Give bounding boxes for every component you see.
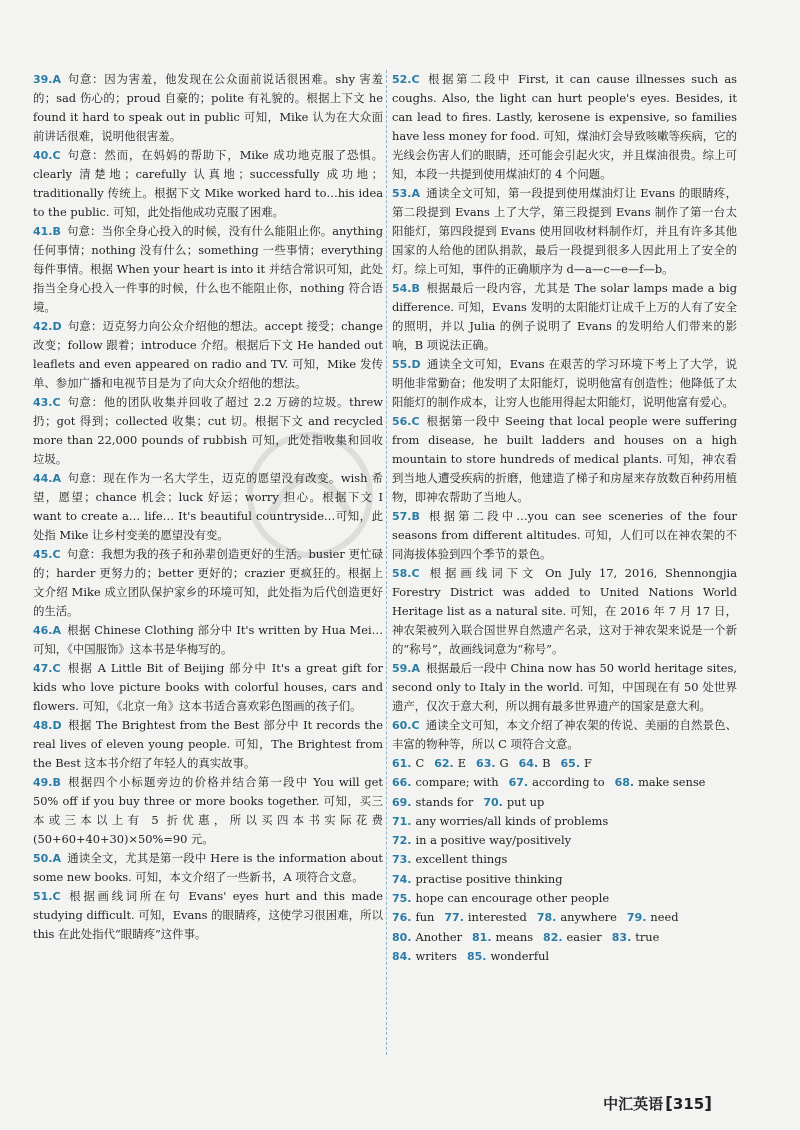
short-answer-item	[561, 756, 592, 770]
question-number: 69.	[392, 795, 412, 809]
question-number: 76.	[392, 911, 412, 925]
question-number: 42.	[33, 320, 53, 333]
answer-letter: D	[52, 320, 62, 333]
answer-entry	[33, 70, 383, 146]
question-number: 58.	[392, 567, 412, 580]
short-answer-line	[392, 870, 737, 889]
answer-letter: B	[411, 510, 420, 523]
explanation-text: 根据第一段中 Seeing that local people were suffering from disease, he built ladders and houses on a high mountain to store hundreds of medical plants. 可知，神农看到当地人遭受疾病的折磨，他建造了梯子和房屋来存放数百种药用植物，即神农帮助了当地人。	[392, 414, 737, 504]
short-answer-line	[392, 889, 737, 908]
answer-letter: A	[52, 73, 62, 86]
bracket-right: ]	[704, 1093, 712, 1114]
short-answer-item	[612, 930, 660, 944]
answer-text: true	[635, 929, 660, 944]
short-answer-item	[392, 775, 499, 789]
question-number: 67.	[508, 776, 529, 790]
question-number: 48.	[33, 719, 53, 732]
answer-entry	[33, 146, 383, 222]
explanation-text: 根据最后一段内容，尤其是 The solar lamps made a big difference. 可知，Evans 发明的太阳能灯让成千上万的人有了安全的照明，并以 Julia 的例子说明了 Evans 的发明给人们带来的影响，B 项说法正确。	[392, 281, 737, 352]
short-answer-item	[627, 910, 679, 924]
explanation-text: 根据 A Little Bit of Beijing 部分中 It's a great gift for kids who love picture books with colorful houses, cars and flowers. 可知，《北京一角》这本书适合喜欢彩色图画的孩子们。	[33, 661, 383, 713]
short-answer-item	[467, 949, 549, 963]
answer-letter: C	[411, 567, 420, 580]
answer-text: means	[495, 929, 534, 944]
question-number: 46.	[33, 624, 53, 637]
short-answer-item	[392, 852, 507, 866]
question-number: 72.	[392, 834, 412, 848]
short-answer-line	[392, 908, 737, 927]
answer-text: stands for	[415, 794, 474, 809]
page-number: 315	[672, 1094, 705, 1113]
question-number: 55.	[392, 358, 412, 371]
question-number: 60.	[392, 719, 412, 732]
answer-entry	[392, 564, 737, 659]
answer-text: G	[499, 756, 509, 770]
answer-entry	[33, 773, 383, 849]
answer-entry	[33, 659, 383, 716]
explanation-text: 根据四个小标题旁边的价格并结合第一段中 You will get 50% off if you buy three or more books together. 可知，买三本或三本以上有 5 折优惠，所以买四本书实际花费(50+60+40+30)×50%=90 元。	[33, 775, 383, 846]
answer-letter: C	[411, 73, 420, 86]
explanation-text: 根据画线词所在句 Evans' eyes hurt and this made studying difficult. 可知，Evans 的眼睛疼，这使学习很困难，所以 this 在此处指代“眼睛疼”这件事。	[33, 889, 383, 941]
answer-entry	[33, 887, 383, 944]
question-number: 54.	[392, 282, 412, 295]
short-answer-item	[392, 756, 424, 770]
question-number: 85.	[466, 949, 487, 963]
question-number: 65.	[560, 757, 581, 770]
answer-text: fun	[415, 910, 435, 925]
short-answer-line	[392, 928, 737, 947]
question-number: 56.	[392, 415, 412, 428]
answer-text: practise positive thinking	[415, 871, 563, 886]
bracket-left: [	[665, 1093, 673, 1114]
answer-entry	[392, 412, 737, 507]
question-number: 63.	[476, 757, 496, 770]
explanation-text: 根据第二段中 First, it can cause illnesses such as coughs. Also, the light can hurt people's eyes. Besides, it can lead to fires. Lastly, kerosene is expensive, so families have less money for food. 可知，煤油灯会导致咳嗽等疾病，它的光线会伤害人们的眼睛，还可能会引起火灾，并且煤油很贵。综上可知，本段一共提到使用煤油灯的 4 个问题。	[392, 72, 737, 181]
short-answer-item	[615, 775, 706, 789]
answer-text: C	[415, 756, 425, 770]
short-answer-item	[392, 930, 462, 944]
answer-text: need	[650, 910, 679, 925]
explanation-text: 句意：然而，在妈妈的帮助下，Mike 成功地克服了恐惧。clearly 清楚地；carefully 认真地；successfully 成功地；traditionally 传统上。根据下文 Mike worked hard to…his idea to the public. 可知，此处指他成功克服了困难。	[33, 148, 383, 219]
answer-text: Another	[415, 929, 463, 944]
answer-letter: A	[52, 624, 62, 637]
short-answer-item	[392, 891, 609, 905]
explanation-text: 通读全文可知，第一段提到使用煤油灯让 Evans 的眼睛疼，第二段提到 Evans 上了大学，第三段提到 Evans 制作了第一台太阳能灯，第四段提到 Evans 使用回收材料制作灯，并且有许多其他国家的人给他的团队捐款，最后一段提到很多人因此用上了安全的灯。综上可知，事件的正确顺序为 d—a—c—e—f—b。	[392, 186, 737, 276]
question-number: 39.	[33, 73, 53, 86]
answer-letter: C	[411, 719, 420, 732]
short-answer-line	[392, 850, 737, 869]
short-answer-line	[392, 754, 737, 773]
question-number: 64.	[518, 757, 539, 770]
answer-letter: D	[411, 358, 421, 371]
short-answer-item	[519, 756, 551, 770]
explanation-text: 句意：我想为我的孩子和孙辈创造更好的生活。busier 更忙碌的；harder 更努力的；better 更好的；crazier 更疯狂的。根据上文介绍 Mike 成立团队保护家乡的环境可知，此处指为后代创造更好的生活。	[33, 547, 383, 618]
question-number: 49.	[33, 776, 53, 789]
short-answer-item	[537, 910, 617, 924]
short-answer-item	[472, 930, 533, 944]
left-column	[33, 70, 383, 944]
answer-entry	[392, 659, 737, 716]
question-number: 77.	[444, 911, 464, 925]
answer-letter: B	[411, 282, 420, 295]
answer-entry	[33, 545, 383, 621]
short-answer-item	[392, 833, 571, 847]
short-answer-item	[444, 910, 526, 924]
short-answer-line	[392, 947, 737, 966]
question-number: 68.	[614, 776, 635, 790]
answer-text: according to	[532, 775, 605, 790]
short-answer-line	[392, 812, 737, 831]
answer-text: F	[584, 756, 592, 770]
question-number: 73.	[392, 853, 412, 867]
question-number: 62.	[434, 757, 454, 770]
answer-text: B	[542, 756, 551, 770]
question-number: 83.	[611, 930, 632, 944]
question-number: 45.	[33, 548, 53, 561]
question-number: 74.	[392, 872, 412, 886]
answer-letter: D	[52, 719, 62, 732]
answer-entry	[33, 621, 383, 659]
explanation-text: 句意：因为害羞，他发现在公众面前说话很困难。shy 害羞的；sad 伤心的；proud 自豪的；polite 有礼貌的。根据上下文 he found it hard to speak out in public 可知，Mike 认为在大众面前讲话很难，说明他很害羞。	[33, 72, 383, 143]
question-number: 40.	[33, 149, 53, 162]
question-number: 44.	[33, 472, 53, 485]
explanation-text: 根据 Chinese Clothing 部分中 It's written by Hua Mei…可知，《中国服饰》这本书是华梅写的。	[33, 623, 383, 656]
answer-letter: A	[52, 852, 62, 865]
short-answer-item	[392, 814, 608, 828]
answer-entry	[392, 716, 737, 754]
short-answer-line	[392, 793, 737, 812]
answer-text: in a positive way/positively	[415, 833, 572, 848]
short-answer-item	[476, 756, 509, 770]
question-number: 43.	[33, 396, 53, 409]
question-number: 80.	[392, 930, 412, 944]
answer-text: hope can encourage other people	[415, 891, 610, 906]
short-answer-item	[392, 949, 457, 963]
answer-letter: A	[411, 662, 421, 675]
question-number: 47.	[33, 662, 53, 675]
answer-letter: C	[52, 548, 61, 561]
explanation-text: 根据 The Brightest from the Best 部分中 It records the real lives of eleven young people. 可知，The Brightest from the Best 这本书介绍了年轻人的真实故事。	[33, 718, 383, 770]
answer-letter: B	[52, 776, 61, 789]
question-number: 78.	[536, 911, 557, 925]
explanation-text: 通读全文可知，本文介绍了神农架的传说、美丽的自然景色、丰富的物种等，所以 C 项符合文意。	[392, 718, 737, 751]
question-number: 70.	[483, 795, 503, 809]
answer-entry	[33, 222, 383, 317]
answer-text: easier	[566, 929, 602, 944]
answer-text: interested	[467, 910, 527, 925]
answer-entry	[33, 317, 383, 393]
explanation-text: 根据第二段中…you can see sceneries of the four seasons from different altitudes. 可知，人们可以在神农架的不同海拔体验到四个季节的景色。	[392, 509, 737, 561]
short-answer-item	[392, 795, 473, 809]
question-number: 79.	[626, 911, 647, 925]
answer-text: writers	[415, 948, 457, 963]
explanation-text: 通读全文可知，Evans 在艰苦的学习环境下考上了大学，说明他非常勤奋；他发明了太阳能灯，说明他富有创造性；他降低了太阳能灯的制作成本，让穷人也能用得起太阳能灯，说明他富有爱心。	[392, 357, 737, 409]
answer-entry	[33, 716, 383, 773]
answer-text: any worries/all kinds of problems	[415, 813, 609, 828]
answer-entry	[392, 184, 737, 279]
answer-entry	[33, 393, 383, 469]
question-number: 71.	[392, 814, 412, 828]
question-number: 50.	[33, 852, 53, 865]
page-footer	[603, 1093, 712, 1114]
short-answer-item	[392, 872, 563, 886]
answer-text: wonderful	[490, 948, 550, 963]
answer-letter: C	[52, 662, 61, 675]
question-number: 52.	[392, 73, 412, 86]
answer-text: anywhere	[560, 910, 617, 925]
short-answer-line	[392, 831, 737, 850]
answer-letter: C	[52, 890, 61, 903]
answer-entry	[392, 507, 737, 564]
answer-letter: C	[411, 415, 420, 428]
explanation-text: 句意：当你全身心投入的时候，没有什么能阻止你。anything 任何事情；nothing 没有什么；something 一些事情；everything 每件事情。根据 When your heart is into it 并结合常识可知，此处指当全身心投入一件事的时候，什么也不能阻止你，nothing 符合语境。	[33, 224, 383, 314]
short-answer-item	[543, 930, 602, 944]
question-number: 57.	[392, 510, 412, 523]
answer-entry	[33, 849, 383, 887]
answer-entry	[392, 279, 737, 355]
footer-label: 中汇英语	[603, 1095, 664, 1113]
short-answer-item	[392, 910, 434, 924]
explanation-text: 句意：现在作为一名大学生，迈克的愿望没有改变。wish 希望，愿望；chance 机会；luck 好运；worry 担心。根据下文 I want to create a… life… It's beautiful countryside…可知，此处指 Mike 让乡村变美的愿望没有变。	[33, 471, 383, 542]
question-number: 59.	[392, 662, 412, 675]
right-column	[392, 70, 737, 966]
answer-letter: A	[52, 472, 62, 485]
answer-text: excellent things	[415, 852, 508, 867]
question-number: 81.	[472, 930, 492, 944]
question-number: 61.	[392, 757, 412, 770]
explanation-text: 句意：他的团队收集并回收了超过 2.2 万磅的垃圾。threw 扔；got 得到；collected 收集；cut 切。根据下文 and recycled more than 22,000 pounds of rubbish 可知，此处指收集和回收垃圾。	[33, 395, 383, 466]
explanation-text: 通读全文，尤其是第一段中 Here is the information about some new books. 可知，本文介绍了一些新书，A 项符合文意。	[33, 851, 383, 884]
answer-text: E	[457, 756, 467, 770]
explanation-text: 根据画线词下文 On July 17, 2016, Shennongjia Forestry District was added to United Nations World Heritage list as a natural site. 可知，在 2016 年 7 月 17 日，神农架被列入联合国世界自然遗产名录，这对于神农架来说是一个新的“称号”，故画线词意为“称号”。	[392, 566, 737, 656]
short-answer-item	[434, 756, 466, 770]
answer-entry	[392, 70, 737, 184]
explanation-text: 根据最后一段中 China now has 50 world heritage sites, second only to Italy in the world. 可知，中国现在有 50 处世界遗产，仅次于意大利，所以拥有最多世界遗产的国家是意大利。	[392, 661, 737, 713]
short-answer-line	[392, 773, 737, 792]
question-number: 53.	[392, 187, 412, 200]
short-answer-item	[509, 775, 605, 789]
answer-text: compare; with	[415, 775, 499, 790]
answer-entry	[392, 355, 737, 412]
answer-text: make sense	[638, 775, 706, 790]
question-number: 84.	[392, 949, 412, 963]
answer-letter: A	[411, 187, 421, 200]
answer-letter: C	[52, 396, 61, 409]
explanation-text: 句意：迈克努力向公众介绍他的想法。accept 接受；change 改变；follow 跟着；introduce 介绍。根据后下文 He handed out leaflets and even appeared on radio and TV. 可知，Mike 发传单、参加广播和电视节目是为了向大众介绍他的想法。	[33, 319, 383, 390]
answer-text: put up	[506, 794, 545, 809]
question-number: 82.	[543, 930, 563, 944]
question-number: 51.	[33, 890, 53, 903]
question-number: 75.	[392, 892, 412, 906]
column-divider	[386, 70, 387, 1055]
question-number: 66.	[392, 776, 412, 790]
answer-entry	[33, 469, 383, 545]
answer-letter: B	[52, 225, 61, 238]
short-answer-item	[483, 795, 544, 809]
question-number: 41.	[33, 225, 53, 238]
answer-letter: C	[52, 149, 61, 162]
